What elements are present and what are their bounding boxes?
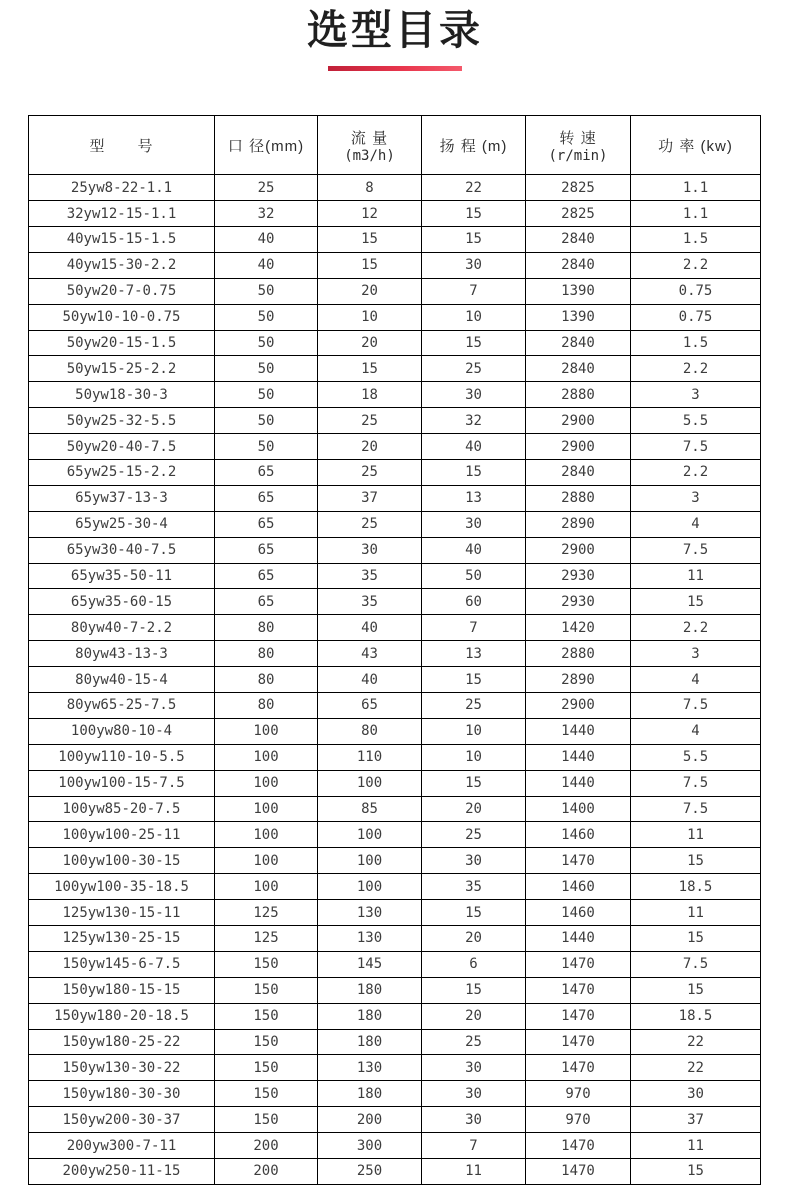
head-cell: 15 [422, 900, 526, 926]
flow-cell: 100 [318, 770, 422, 796]
power-cell: 2.2 [631, 356, 761, 382]
flow-cell: 65 [318, 693, 422, 719]
power-cell: 37 [631, 1107, 761, 1133]
head-cell: 20 [422, 796, 526, 822]
diameter-cell: 100 [215, 718, 318, 744]
diameter-cell: 100 [215, 848, 318, 874]
flow-cell: 130 [318, 1055, 422, 1081]
model-cell: 100yw100-35-18.5 [29, 874, 215, 900]
table-row [29, 615, 761, 641]
header-speed [526, 116, 631, 175]
table-row [29, 822, 761, 848]
flow-cell: 15 [318, 226, 422, 252]
flow-cell: 300 [318, 1133, 422, 1159]
power-cell: 1.5 [631, 330, 761, 356]
flow-cell: 85 [318, 796, 422, 822]
speed-cell: 1440 [526, 718, 631, 744]
table-row [29, 718, 761, 744]
model-cell: 80yw43-13-3 [29, 641, 215, 667]
diameter-cell: 32 [215, 201, 318, 227]
head-cell: 7 [422, 278, 526, 304]
selection-table-wrap [28, 115, 762, 1185]
diameter-cell: 100 [215, 770, 318, 796]
power-cell: 5.5 [631, 408, 761, 434]
table-row [29, 770, 761, 796]
model-cell: 80yw40-15-4 [29, 667, 215, 693]
model-cell: 25yw8-22-1.1 [29, 175, 215, 201]
power-cell: 11 [631, 900, 761, 926]
flow-cell: 180 [318, 977, 422, 1003]
table-row [29, 201, 761, 227]
speed-cell: 1470 [526, 1003, 631, 1029]
flow-cell: 100 [318, 848, 422, 874]
flow-cell: 18 [318, 382, 422, 408]
model-cell: 65yw35-60-15 [29, 589, 215, 615]
speed-cell: 2840 [526, 226, 631, 252]
model-cell: 65yw30-40-7.5 [29, 537, 215, 563]
diameter-cell: 150 [215, 951, 318, 977]
speed-cell: 1470 [526, 1133, 631, 1159]
speed-cell: 1420 [526, 615, 631, 641]
flow-cell: 180 [318, 1003, 422, 1029]
flow-cell: 37 [318, 485, 422, 511]
table-body [29, 175, 761, 1185]
model-cell: 65yw35-50-11 [29, 563, 215, 589]
table-row [29, 304, 761, 330]
head-cell: 60 [422, 589, 526, 615]
diameter-cell: 125 [215, 900, 318, 926]
diameter-cell: 100 [215, 874, 318, 900]
head-cell: 30 [422, 1081, 526, 1107]
model-cell: 65yw25-30-4 [29, 511, 215, 537]
flow-cell: 180 [318, 1029, 422, 1055]
speed-cell: 1460 [526, 900, 631, 926]
head-cell: 25 [422, 693, 526, 719]
table-row [29, 926, 761, 952]
flow-cell: 200 [318, 1107, 422, 1133]
power-cell: 22 [631, 1029, 761, 1055]
table-row [29, 1133, 761, 1159]
table-row [29, 1107, 761, 1133]
model-cell: 50yw20-40-7.5 [29, 434, 215, 460]
power-cell: 11 [631, 1133, 761, 1159]
head-cell: 13 [422, 641, 526, 667]
model-cell: 65yw25-15-2.2 [29, 459, 215, 485]
flow-cell: 30 [318, 537, 422, 563]
flow-cell: 20 [318, 278, 422, 304]
power-cell: 7.5 [631, 693, 761, 719]
diameter-cell: 200 [215, 1159, 318, 1185]
diameter-cell: 50 [215, 330, 318, 356]
diameter-cell: 50 [215, 278, 318, 304]
model-cell: 100yw100-30-15 [29, 848, 215, 874]
power-cell: 4 [631, 667, 761, 693]
power-cell: 0.75 [631, 278, 761, 304]
head-cell: 50 [422, 563, 526, 589]
head-cell: 15 [422, 226, 526, 252]
model-cell: 32yw12-15-1.1 [29, 201, 215, 227]
table-row [29, 175, 761, 201]
power-cell: 15 [631, 977, 761, 1003]
head-cell: 30 [422, 1055, 526, 1081]
table-row [29, 563, 761, 589]
power-cell: 18.5 [631, 1003, 761, 1029]
diameter-cell: 40 [215, 252, 318, 278]
speed-cell: 970 [526, 1081, 631, 1107]
head-cell: 30 [422, 252, 526, 278]
flow-cell: 145 [318, 951, 422, 977]
speed-cell: 1470 [526, 1159, 631, 1185]
diameter-cell: 40 [215, 226, 318, 252]
table-row [29, 1029, 761, 1055]
model-cell: 100yw80-10-4 [29, 718, 215, 744]
header-model [29, 116, 215, 175]
head-cell: 32 [422, 408, 526, 434]
power-cell: 5.5 [631, 744, 761, 770]
model-cell: 200yw250-11-15 [29, 1159, 215, 1185]
head-cell: 25 [422, 822, 526, 848]
power-cell: 15 [631, 589, 761, 615]
head-cell: 30 [422, 1107, 526, 1133]
power-cell: 18.5 [631, 874, 761, 900]
power-cell: 11 [631, 822, 761, 848]
flow-cell: 40 [318, 615, 422, 641]
flow-cell: 15 [318, 356, 422, 382]
model-cell: 150yw145-6-7.5 [29, 951, 215, 977]
model-cell: 50yw20-7-0.75 [29, 278, 215, 304]
head-cell: 30 [422, 511, 526, 537]
table-row [29, 226, 761, 252]
head-cell: 15 [422, 459, 526, 485]
header-power [631, 116, 761, 175]
power-cell: 4 [631, 511, 761, 537]
speed-cell: 2840 [526, 330, 631, 356]
speed-cell: 2930 [526, 563, 631, 589]
diameter-cell: 80 [215, 667, 318, 693]
head-cell: 15 [422, 770, 526, 796]
table-row [29, 356, 761, 382]
diameter-cell: 80 [215, 693, 318, 719]
page-title: 选型目录 [307, 7, 483, 53]
diameter-cell: 100 [215, 822, 318, 848]
speed-cell: 2900 [526, 537, 631, 563]
table-row [29, 874, 761, 900]
model-cell: 40yw15-30-2.2 [29, 252, 215, 278]
head-cell: 22 [422, 175, 526, 201]
flow-cell: 130 [318, 900, 422, 926]
power-cell: 1.5 [631, 226, 761, 252]
head-cell: 20 [422, 926, 526, 952]
diameter-cell: 50 [215, 382, 318, 408]
diameter-cell: 80 [215, 641, 318, 667]
flow-cell: 25 [318, 511, 422, 537]
diameter-cell: 150 [215, 1107, 318, 1133]
diameter-cell: 25 [215, 175, 318, 201]
head-cell: 15 [422, 667, 526, 693]
flow-cell: 130 [318, 926, 422, 952]
model-cell: 125yw130-15-11 [29, 900, 215, 926]
diameter-cell: 65 [215, 537, 318, 563]
speed-cell: 1440 [526, 926, 631, 952]
diameter-cell: 100 [215, 796, 318, 822]
model-cell: 150yw180-15-15 [29, 977, 215, 1003]
header-speed-label: 转 速 [559, 129, 597, 147]
head-cell: 7 [422, 1133, 526, 1159]
speed-cell: 2890 [526, 667, 631, 693]
diameter-cell: 65 [215, 563, 318, 589]
power-cell: 7.5 [631, 434, 761, 460]
table-row [29, 641, 761, 667]
flow-cell: 43 [318, 641, 422, 667]
speed-cell: 1400 [526, 796, 631, 822]
flow-cell: 15 [318, 252, 422, 278]
model-cell: 80yw40-7-2.2 [29, 615, 215, 641]
table-row [29, 667, 761, 693]
speed-cell: 2825 [526, 201, 631, 227]
speed-cell: 2825 [526, 175, 631, 201]
speed-cell: 1470 [526, 977, 631, 1003]
power-cell: 2.2 [631, 615, 761, 641]
table-row [29, 511, 761, 537]
model-cell: 40yw15-15-1.5 [29, 226, 215, 252]
title-underline-accent [328, 66, 462, 71]
power-cell: 0.75 [631, 304, 761, 330]
flow-cell: 10 [318, 304, 422, 330]
power-cell: 1.1 [631, 201, 761, 227]
table-row [29, 744, 761, 770]
table-row [29, 278, 761, 304]
flow-cell: 250 [318, 1159, 422, 1185]
model-cell: 80yw65-25-7.5 [29, 693, 215, 719]
speed-cell: 2880 [526, 641, 631, 667]
speed-cell: 1390 [526, 278, 631, 304]
speed-cell: 2930 [526, 589, 631, 615]
diameter-cell: 200 [215, 1133, 318, 1159]
table-row [29, 382, 761, 408]
table-row [29, 848, 761, 874]
diameter-cell: 150 [215, 1003, 318, 1029]
model-cell: 150yw200-30-37 [29, 1107, 215, 1133]
header-model-label: 型 号 [89, 137, 154, 155]
power-cell: 7.5 [631, 770, 761, 796]
flow-cell: 12 [318, 201, 422, 227]
table-row [29, 408, 761, 434]
model-cell: 50yw18-30-3 [29, 382, 215, 408]
table-row [29, 1159, 761, 1185]
diameter-cell: 50 [215, 304, 318, 330]
header-head-label: 扬 程 (m) [439, 137, 508, 155]
speed-cell: 2900 [526, 408, 631, 434]
speed-cell: 1470 [526, 1029, 631, 1055]
model-cell: 50yw25-32-5.5 [29, 408, 215, 434]
head-cell: 15 [422, 201, 526, 227]
flow-cell: 25 [318, 408, 422, 434]
model-cell: 200yw300-7-11 [29, 1133, 215, 1159]
header-flow-sub: (m3/h) [344, 147, 395, 164]
head-cell: 40 [422, 434, 526, 460]
header-power-label: 功 率 (kw) [658, 137, 733, 155]
diameter-cell: 50 [215, 356, 318, 382]
power-cell: 1.1 [631, 175, 761, 201]
diameter-cell: 65 [215, 459, 318, 485]
diameter-cell: 80 [215, 615, 318, 641]
speed-cell: 2880 [526, 382, 631, 408]
head-cell: 25 [422, 1029, 526, 1055]
model-cell: 150yw180-30-30 [29, 1081, 215, 1107]
speed-cell: 1440 [526, 770, 631, 796]
diameter-cell: 125 [215, 926, 318, 952]
power-cell: 7.5 [631, 537, 761, 563]
speed-cell: 970 [526, 1107, 631, 1133]
flow-cell: 25 [318, 459, 422, 485]
power-cell: 15 [631, 848, 761, 874]
flow-cell: 20 [318, 330, 422, 356]
power-cell: 4 [631, 718, 761, 744]
header-diameter [215, 116, 318, 175]
power-cell: 7.5 [631, 796, 761, 822]
head-cell: 10 [422, 718, 526, 744]
diameter-cell: 150 [215, 977, 318, 1003]
header-head [422, 116, 526, 175]
power-cell: 22 [631, 1055, 761, 1081]
diameter-cell: 65 [215, 511, 318, 537]
power-cell: 3 [631, 641, 761, 667]
speed-cell: 1390 [526, 304, 631, 330]
speed-cell: 1470 [526, 951, 631, 977]
speed-cell: 1460 [526, 874, 631, 900]
power-cell: 15 [631, 1159, 761, 1185]
diameter-cell: 100 [215, 744, 318, 770]
head-cell: 6 [422, 951, 526, 977]
flow-cell: 110 [318, 744, 422, 770]
model-cell: 150yw180-20-18.5 [29, 1003, 215, 1029]
flow-cell: 180 [318, 1081, 422, 1107]
model-cell: 100yw85-20-7.5 [29, 796, 215, 822]
head-cell: 15 [422, 977, 526, 1003]
head-cell: 20 [422, 1003, 526, 1029]
head-cell: 10 [422, 744, 526, 770]
header-diameter-label: 口 径(mm) [227, 137, 305, 155]
speed-cell: 1440 [526, 744, 631, 770]
power-cell: 15 [631, 926, 761, 952]
head-cell: 25 [422, 356, 526, 382]
power-cell: 3 [631, 485, 761, 511]
power-cell: 2.2 [631, 459, 761, 485]
table-row [29, 434, 761, 460]
pump-selection-table [28, 115, 761, 1185]
table-row [29, 1003, 761, 1029]
table-row [29, 1055, 761, 1081]
diameter-cell: 65 [215, 589, 318, 615]
flow-cell: 100 [318, 874, 422, 900]
table-row [29, 977, 761, 1003]
table-row [29, 693, 761, 719]
model-cell: 100yw100-15-7.5 [29, 770, 215, 796]
table-row [29, 537, 761, 563]
power-cell: 30 [631, 1081, 761, 1107]
table-row [29, 485, 761, 511]
power-cell: 3 [631, 382, 761, 408]
model-cell: 50yw10-10-0.75 [29, 304, 215, 330]
speed-cell: 2890 [526, 511, 631, 537]
power-cell: 2.2 [631, 252, 761, 278]
model-cell: 50yw15-25-2.2 [29, 356, 215, 382]
diameter-cell: 150 [215, 1081, 318, 1107]
head-cell: 30 [422, 848, 526, 874]
speed-cell: 2880 [526, 485, 631, 511]
diameter-cell: 50 [215, 434, 318, 460]
diameter-cell: 150 [215, 1029, 318, 1055]
head-cell: 30 [422, 382, 526, 408]
table-row [29, 589, 761, 615]
flow-cell: 40 [318, 667, 422, 693]
flow-cell: 80 [318, 718, 422, 744]
head-cell: 40 [422, 537, 526, 563]
header-speed-sub: (r/min) [548, 147, 608, 164]
head-cell: 7 [422, 615, 526, 641]
flow-cell: 35 [318, 563, 422, 589]
table-row [29, 252, 761, 278]
diameter-cell: 150 [215, 1055, 318, 1081]
power-cell: 7.5 [631, 951, 761, 977]
power-cell: 11 [631, 563, 761, 589]
head-cell: 13 [422, 485, 526, 511]
speed-cell: 1470 [526, 848, 631, 874]
header-row [29, 116, 761, 175]
model-cell: 125yw130-25-15 [29, 926, 215, 952]
model-cell: 100yw110-10-5.5 [29, 744, 215, 770]
table-header [29, 116, 761, 175]
table-row [29, 330, 761, 356]
speed-cell: 2840 [526, 252, 631, 278]
diameter-cell: 65 [215, 485, 318, 511]
head-cell: 10 [422, 304, 526, 330]
model-cell: 65yw37-13-3 [29, 485, 215, 511]
table-row [29, 1081, 761, 1107]
flow-cell: 35 [318, 589, 422, 615]
speed-cell: 2840 [526, 356, 631, 382]
model-cell: 150yw180-25-22 [29, 1029, 215, 1055]
model-cell: 100yw100-25-11 [29, 822, 215, 848]
header-flow-label: 流 量 [350, 129, 389, 147]
speed-cell: 2900 [526, 693, 631, 719]
flow-cell: 8 [318, 175, 422, 201]
flow-cell: 20 [318, 434, 422, 460]
head-cell: 35 [422, 874, 526, 900]
head-cell: 11 [422, 1159, 526, 1185]
model-cell: 150yw130-30-22 [29, 1055, 215, 1081]
speed-cell: 1460 [526, 822, 631, 848]
table-row [29, 796, 761, 822]
speed-cell: 2840 [526, 459, 631, 485]
speed-cell: 2900 [526, 434, 631, 460]
flow-cell: 100 [318, 822, 422, 848]
table-row [29, 951, 761, 977]
model-cell: 50yw20-15-1.5 [29, 330, 215, 356]
table-row [29, 459, 761, 485]
diameter-cell: 50 [215, 408, 318, 434]
header-flow [318, 116, 422, 175]
head-cell: 15 [422, 330, 526, 356]
speed-cell: 1470 [526, 1055, 631, 1081]
table-row [29, 900, 761, 926]
